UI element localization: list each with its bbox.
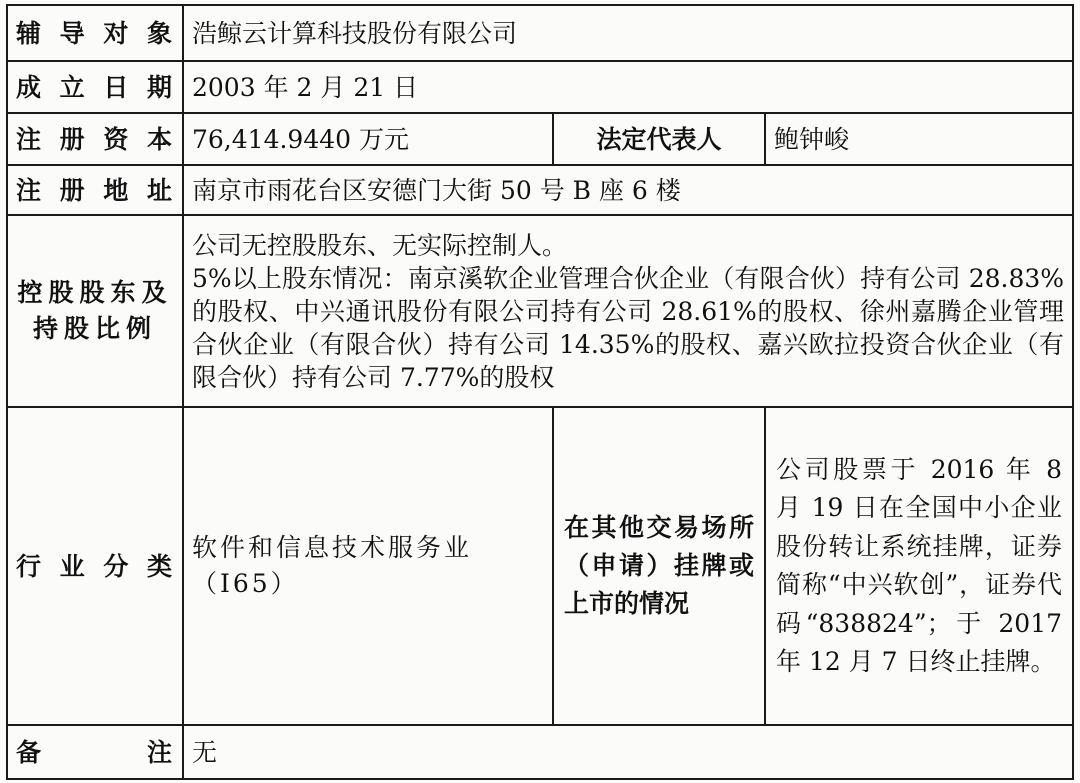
label-shareholders: 控股股东及持股比例 [7, 215, 183, 407]
row-remarks [7, 725, 1073, 779]
value-target: 浩鲸云计算科技股份有限公司 [183, 5, 1073, 61]
label-established: 成立日期 [7, 61, 183, 113]
value-shareholders [183, 215, 1073, 407]
value-established: 2003 年 2 月 21 日 [183, 61, 1073, 113]
label-legal-rep: 法定代表人 [553, 113, 765, 165]
row-capital [7, 113, 1073, 165]
label-other-listing: 在其他交易场所（申请）挂牌或上市的情况 [553, 407, 765, 725]
label-remarks: 备注 [7, 725, 183, 779]
shareholders-major-holders: 5%以上股东情况：南京溪软企业管理合伙企业（有限合伙）持有公司 28.83%的股权、中兴通讯股份有限公司持有公司 28.61%的股权、徐州嘉腾企业管理合伙企业（有限合伙）持有公司 14.35%的股权、嘉兴欧拉投资合伙企业（有限合伙）持有公司 7.77%的股权 [192, 263, 1065, 392]
value-legal-rep: 鲍钟峻 [765, 113, 1073, 165]
row-shareholders [7, 215, 1073, 407]
row-address [7, 165, 1073, 215]
value-other-listing: 公司股票于 2016 年 8 月 19 日在全国中小企业股份转让系统挂牌，证券简称“中兴软创”，证券代码“838824”；于 2017 年 12 月 7 日终止挂牌。 [765, 407, 1073, 725]
row-target [7, 5, 1073, 61]
shareholders-no-controller: 公司无控股股东、无实际控制人。 [192, 230, 568, 260]
row-industry [7, 407, 1073, 725]
label-industry: 行业分类 [7, 407, 183, 725]
label-capital: 注册资本 [7, 113, 183, 165]
tutoring-info-table [6, 4, 1074, 780]
value-address: 南京市雨花台区安德门大街 50 号 B 座 6 楼 [183, 165, 1073, 215]
label-target: 辅导对象 [7, 5, 183, 61]
row-established [7, 61, 1073, 113]
value-remarks: 无 [183, 725, 1073, 779]
value-capital: 76,414.9440 万元 [183, 113, 553, 165]
label-address: 注册地址 [7, 165, 183, 215]
value-industry: 软件和信息技术服务业（I65） [183, 407, 553, 725]
